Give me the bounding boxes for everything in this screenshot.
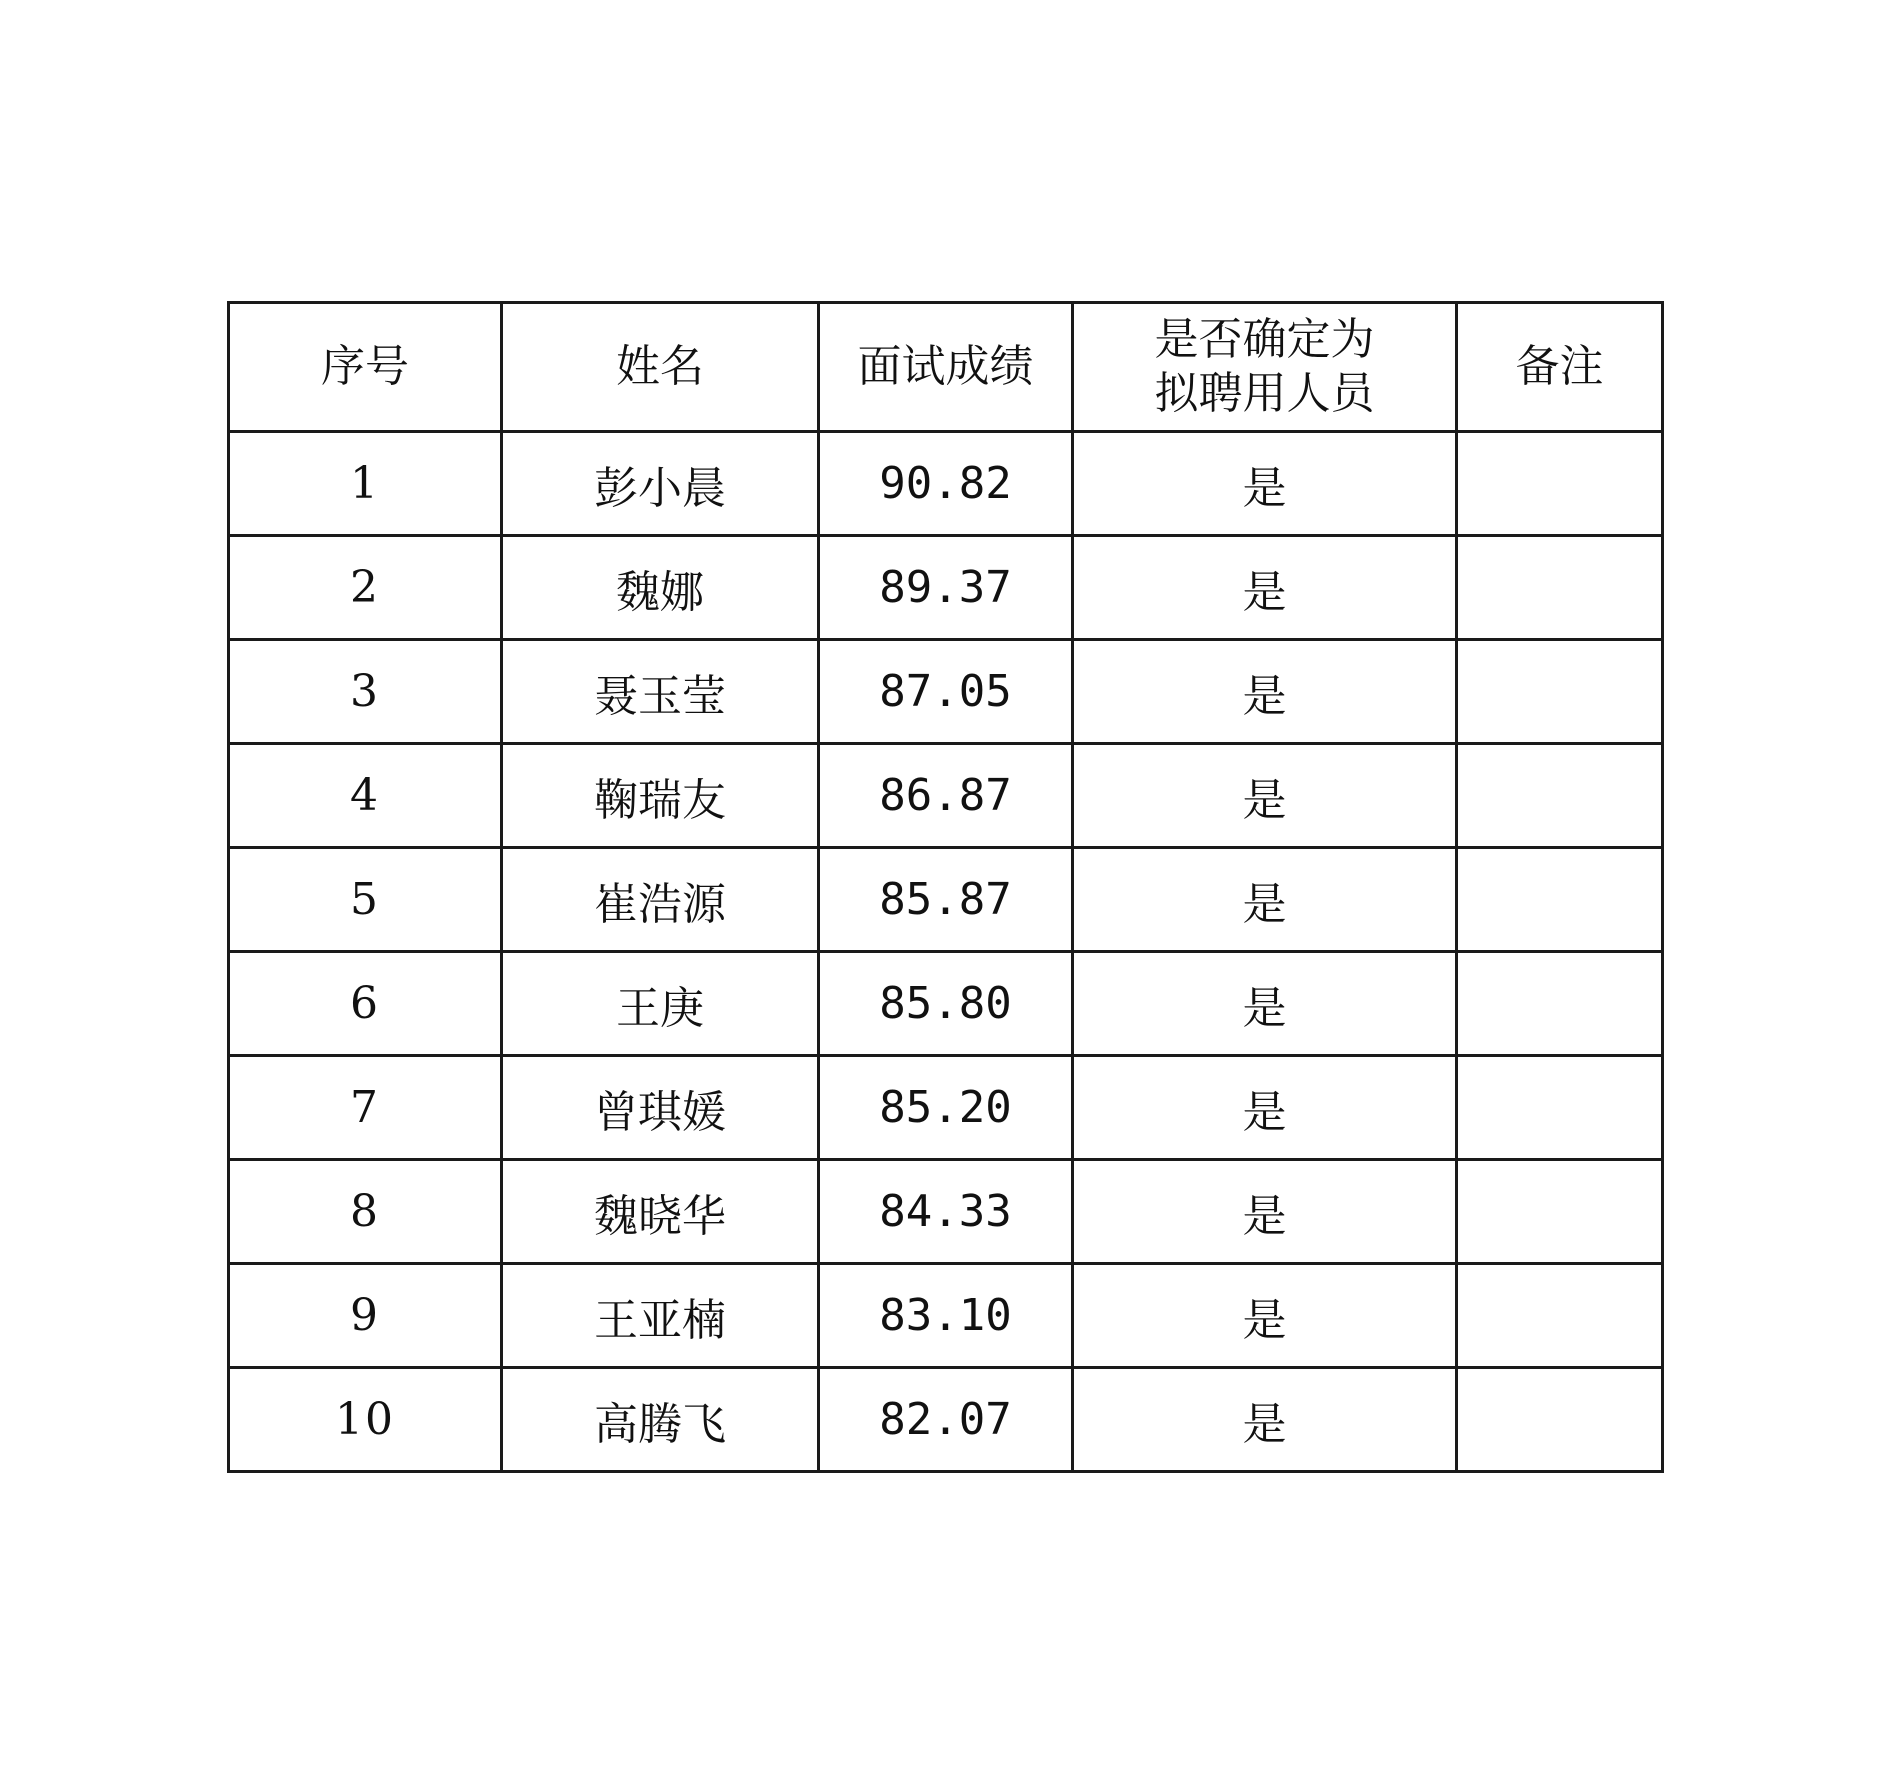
cell-seq: 6 — [229, 952, 502, 1056]
cell-score: 85.20 — [819, 1056, 1073, 1160]
cell-seq: 10 — [229, 1368, 502, 1472]
cell-score: 89.37 — [819, 536, 1073, 640]
candidate-results-table — [227, 301, 1664, 1473]
cell-note — [1457, 848, 1663, 952]
header-hire-line2: 拟聘用人员 — [1154, 368, 1375, 419]
cell-hire: 是 — [1073, 952, 1457, 1056]
table-row — [229, 1264, 1663, 1368]
cell-hire: 是 — [1073, 744, 1457, 848]
cell-score: 87.05 — [819, 640, 1073, 744]
cell-name: 彭小晨 — [502, 432, 819, 536]
table-row — [229, 848, 1663, 952]
table-row — [229, 536, 1663, 640]
cell-note — [1457, 640, 1663, 744]
table-row — [229, 432, 1663, 536]
cell-hire: 是 — [1073, 1264, 1457, 1368]
header-name: 姓名 — [502, 303, 819, 432]
table-row — [229, 1368, 1663, 1472]
cell-seq: 4 — [229, 744, 502, 848]
cell-name: 鞠瑞友 — [502, 744, 819, 848]
cell-note — [1457, 1368, 1663, 1472]
cell-note — [1457, 536, 1663, 640]
header-hire-line1: 是否确定为 — [1154, 314, 1375, 365]
cell-note — [1457, 432, 1663, 536]
table-row — [229, 1160, 1663, 1264]
cell-seq: 3 — [229, 640, 502, 744]
cell-seq: 9 — [229, 1264, 502, 1368]
cell-note — [1457, 952, 1663, 1056]
cell-hire: 是 — [1073, 640, 1457, 744]
cell-note — [1457, 1056, 1663, 1160]
cell-hire: 是 — [1073, 1160, 1457, 1264]
cell-name: 曾琪媛 — [502, 1056, 819, 1160]
cell-seq: 8 — [229, 1160, 502, 1264]
cell-score: 85.80 — [819, 952, 1073, 1056]
table-row — [229, 640, 1663, 744]
cell-score: 86.87 — [819, 744, 1073, 848]
cell-hire: 是 — [1073, 536, 1457, 640]
cell-hire: 是 — [1073, 1368, 1457, 1472]
header-score: 面试成绩 — [819, 303, 1073, 432]
cell-name: 聂玉莹 — [502, 640, 819, 744]
cell-seq: 1 — [229, 432, 502, 536]
header-row — [229, 303, 1663, 432]
header-seq: 序号 — [229, 303, 502, 432]
table-row — [229, 744, 1663, 848]
cell-name: 王亚楠 — [502, 1264, 819, 1368]
cell-score: 85.87 — [819, 848, 1073, 952]
cell-note — [1457, 744, 1663, 848]
cell-name: 魏晓华 — [502, 1160, 819, 1264]
cell-hire: 是 — [1073, 432, 1457, 536]
cell-hire: 是 — [1073, 848, 1457, 952]
cell-name: 崔浩源 — [502, 848, 819, 952]
cell-note — [1457, 1264, 1663, 1368]
cell-score: 82.07 — [819, 1368, 1073, 1472]
table-row — [229, 952, 1663, 1056]
cell-name: 王庚 — [502, 952, 819, 1056]
cell-note — [1457, 1160, 1663, 1264]
header-note: 备注 — [1457, 303, 1663, 432]
cell-score: 84.33 — [819, 1160, 1073, 1264]
table-row — [229, 1056, 1663, 1160]
header-hire-status — [1073, 303, 1457, 432]
cell-name: 高腾飞 — [502, 1368, 819, 1472]
cell-seq: 5 — [229, 848, 502, 952]
cell-seq: 2 — [229, 536, 502, 640]
cell-seq: 7 — [229, 1056, 502, 1160]
cell-score: 83.10 — [819, 1264, 1073, 1368]
cell-score: 90.82 — [819, 432, 1073, 536]
cell-hire: 是 — [1073, 1056, 1457, 1160]
cell-name: 魏娜 — [502, 536, 819, 640]
